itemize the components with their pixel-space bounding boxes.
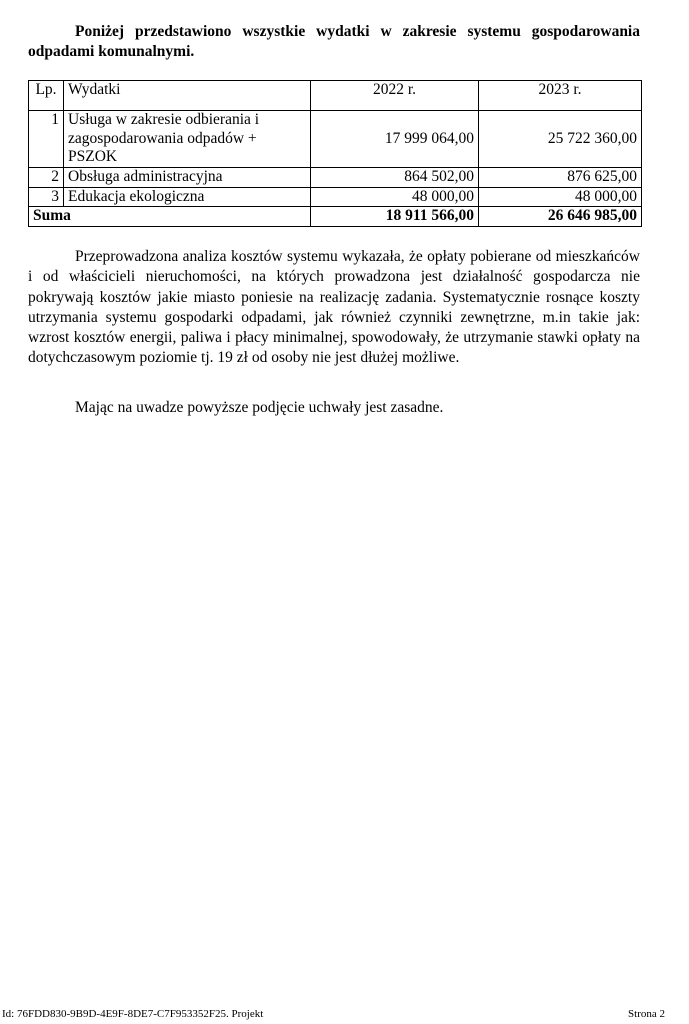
row-lp: 3 <box>29 187 64 207</box>
sum-value-2023: 26 646 985,00 <box>479 207 642 227</box>
header-2023: 2023 r. <box>479 81 642 111</box>
page-number: Strona 2 <box>628 1008 665 1020</box>
analysis-paragraph: Przeprowadzona analiza kosztów systemu wykazała, że opłaty pobierane od mieszkańców i od właścicieli nieruchomości, na których prowadzona jest działalność gospodarcza nie pokrywają kosztów jakie miasto poniesie na realizację zadania. Systematycznie rosnące koszty utrzymania systemu gospodarki odpadami, jak również czynniki zewnętrzne, m.in takie jak: wzrost kosztów energii, paliwa i płacy minimalnej, spowodowały, że utrzymanie stawki opłaty na dotychczasowym poziomie tj. 19 zł od osoby nie jest dłużej możliwe. <box>28 248 640 367</box>
document-id: Id: 76FDD830-9B9D-4E9F-8DE7-C7F953352F25. Projekt <box>2 1008 264 1020</box>
sum-value-2022: 18 911 566,00 <box>311 207 479 227</box>
row-value-2022: 48 000,00 <box>311 187 479 207</box>
row-expense-name: Obsługa administracyjna <box>64 168 311 188</box>
row-expense-name: Usługa w zakresie odbierania i zagospodarowania odpadów + PSZOK <box>64 111 311 168</box>
header-lp: Lp. <box>29 81 64 111</box>
row-expense-name: Edukacja ekologiczna <box>64 187 311 207</box>
expenses-table <box>28 80 642 227</box>
table-row <box>29 187 642 207</box>
table-row <box>29 111 642 168</box>
row-value-2023: 48 000,00 <box>479 187 642 207</box>
header-2022: 2022 r. <box>311 81 479 111</box>
table-row <box>29 168 642 188</box>
row-value-2022: 17 999 064,00 <box>311 111 479 168</box>
conclusion-paragraph: Mając na uwadze powyższe podjęcie uchwały jest zasadne. <box>75 399 444 416</box>
table-sum-row <box>29 207 642 227</box>
row-value-2023: 25 722 360,00 <box>479 111 642 168</box>
sum-label: Suma <box>29 207 311 227</box>
row-value-2023: 876 625,00 <box>479 168 642 188</box>
row-lp: 1 <box>29 111 64 168</box>
header-expenses: Wydatki <box>64 81 311 111</box>
row-value-2022: 864 502,00 <box>311 168 479 188</box>
intro-text: Poniżej przedstawiono wszystkie wydatki w zakresie systemu gospodarowania odpadami komunalnymi. <box>28 23 640 60</box>
row-lp: 2 <box>29 168 64 188</box>
table-header-row <box>29 81 642 111</box>
